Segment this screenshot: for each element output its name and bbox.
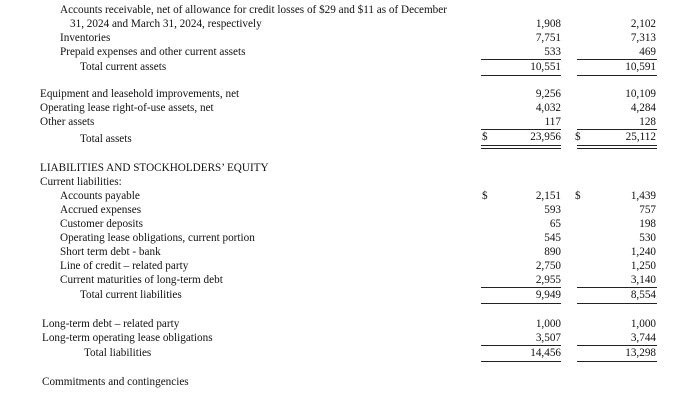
row-label-op-lease-current: Operating lease obligations, current portion (60, 232, 255, 244)
value-prior-customer-deposits: 198 (639, 218, 656, 230)
currency-symbol: $ (575, 190, 581, 202)
value-current-accrued-expenses: 593 (544, 204, 561, 216)
clipped-top-mark (551, 0, 559, 2)
currency-symbol: $ (575, 131, 581, 143)
value-current-rou: 4,032 (535, 102, 561, 114)
row-label-current-maturities: Current maturities of long-term debt (60, 274, 223, 286)
value-current-customer-deposits: 65 (549, 218, 561, 230)
subtotal-rule (481, 287, 561, 288)
row-label-customer-deposits: Customer deposits (60, 218, 143, 230)
subtotal-rule (577, 345, 657, 346)
total-rule (481, 303, 561, 304)
currency-symbol: $ (482, 190, 488, 202)
row-label-ar-cont: 31, 2024 and March 31, 2024, respectively (70, 18, 262, 30)
subtotal-rule (577, 129, 657, 130)
value-current-line-of-credit: 2,750 (535, 260, 561, 272)
subtotal-rule (577, 59, 657, 60)
value-prior-inventories: 7,313 (630, 32, 656, 44)
value-current-total-current-assets: 10,551 (530, 61, 561, 73)
value-prior-prepaid: 469 (639, 46, 656, 58)
value-current-short-term-debt: 890 (544, 246, 561, 258)
row-label-lt-debt-related: Long-term debt – related party (42, 318, 180, 330)
value-prior-equipment: 10,109 (625, 88, 656, 100)
double-total-rule (481, 145, 561, 149)
subtotal-rule (481, 345, 561, 346)
total-rule (577, 303, 657, 304)
row-label-other-assets: Other assets (40, 116, 95, 128)
row-label-lt-lease: Long-term operating lease obligations (42, 332, 213, 344)
value-prior-accounts-payable: 1,439 (630, 190, 656, 202)
value-prior-ar: 2,102 (630, 18, 656, 30)
value-current-ar: 1,908 (535, 18, 561, 30)
currency-symbol: $ (482, 131, 488, 143)
row-label-accounts-payable: Accounts payable (60, 190, 140, 202)
value-prior-op-lease-current: 530 (639, 232, 656, 244)
row-label-ar: Accounts receivable, net of allowance for credit losses of $29 and $11 as of December (60, 4, 447, 16)
value-current-op-lease-current: 545 (544, 232, 561, 244)
clipped-top-mark (483, 0, 489, 2)
clipped-top-mark (40, 0, 52, 2)
total-rule (577, 75, 657, 76)
value-prior-accrued-expenses: 757 (639, 204, 656, 216)
clipped-top-mark (579, 0, 585, 2)
value-current-total-assets: 23,956 (530, 131, 561, 143)
value-prior-lt-debt-related: 1,000 (630, 318, 656, 330)
value-prior-short-term-debt: 1,240 (630, 246, 656, 258)
value-current-total-current-liabilities: 9,949 (535, 289, 561, 301)
subtotal-rule (577, 287, 657, 288)
value-prior-line-of-credit: 1,250 (630, 260, 656, 272)
total-rule (577, 361, 657, 362)
row-label-commitments: Commitments and contingencies (42, 376, 189, 388)
double-total-rule (577, 145, 657, 149)
value-current-lt-lease: 3,507 (535, 332, 561, 344)
row-label-short-term-debt: Short term debt - bank (60, 246, 161, 258)
value-current-total-liabilities: 14,456 (530, 347, 561, 359)
value-current-equipment: 9,256 (535, 88, 561, 100)
row-label-total-current-liabilities: Total current liabilities (80, 289, 182, 301)
value-prior-rou: 4,284 (630, 102, 656, 114)
row-label-equipment: Equipment and leasehold improvements, net (40, 88, 240, 100)
value-prior-total-liabilities: 13,298 (625, 347, 656, 359)
value-prior-total-current-liabilities: 8,554 (630, 289, 656, 301)
value-current-current-maturities: 2,955 (535, 274, 561, 286)
value-current-lt-debt-related: 1,000 (535, 318, 561, 330)
value-current-inventories: 7,751 (535, 32, 561, 44)
section-heading-liabilities: LIABILITIES AND STOCKHOLDERS’ EQUITY (40, 162, 269, 174)
subheading-current-liabilities: Current liabilities: (40, 176, 122, 188)
value-current-prepaid: 533 (544, 46, 561, 58)
total-rule (481, 75, 561, 76)
total-rule (481, 361, 561, 362)
subtotal-rule (481, 59, 561, 60)
row-label-accrued-expenses: Accrued expenses (60, 204, 142, 216)
value-prior-total-current-assets: 10,591 (625, 61, 656, 73)
row-label-rou: Operating lease right-of-use assets, net (40, 102, 214, 114)
value-prior-lt-lease: 3,744 (630, 332, 656, 344)
value-prior-current-maturities: 3,140 (630, 274, 656, 286)
row-label-prepaid: Prepaid expenses and other current assets (60, 46, 246, 58)
subtotal-rule (481, 129, 561, 130)
row-label-total-current-assets: Total current assets (80, 61, 167, 73)
value-current-accounts-payable: 2,151 (535, 190, 561, 202)
value-current-other-assets: 117 (544, 116, 561, 128)
row-label-line-of-credit: Line of credit – related party (60, 260, 189, 272)
value-prior-other-assets: 128 (639, 116, 656, 128)
value-prior-total-assets: 25,112 (625, 131, 656, 143)
clipped-top-mark (647, 0, 655, 2)
row-label-total-assets: Total assets (80, 133, 132, 145)
row-label-inventories: Inventories (60, 32, 111, 44)
row-label-total-liabilities: Total liabilities (84, 347, 152, 359)
